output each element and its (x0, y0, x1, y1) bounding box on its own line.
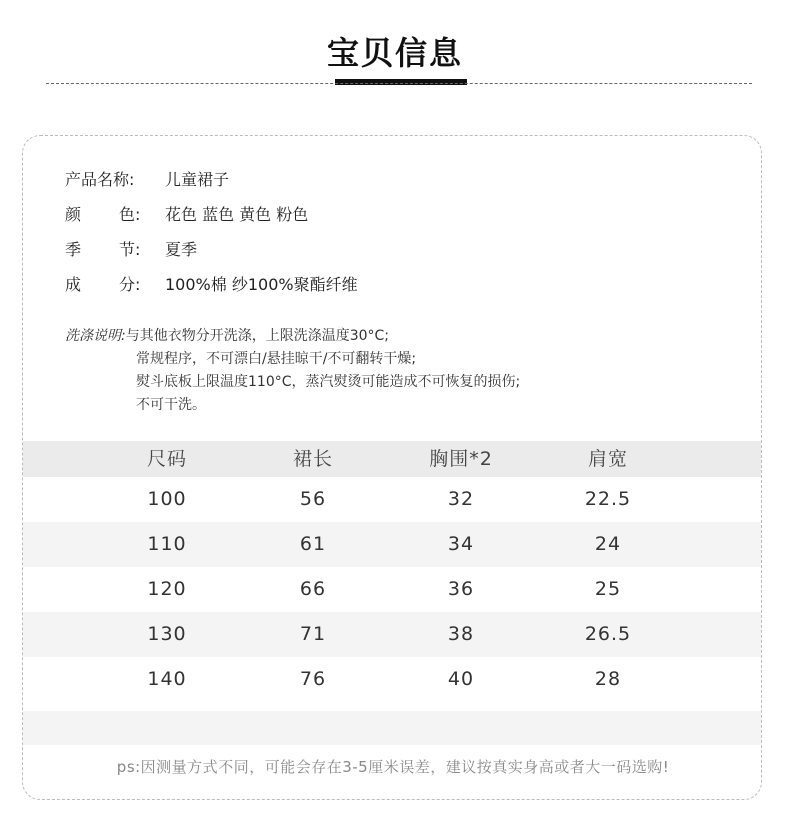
name-value: 儿童裙子 (165, 170, 230, 189)
cell-length: 66 (299, 578, 327, 600)
washing-label: 洗涤说明: (65, 328, 126, 344)
season-label-char2: 节: (119, 240, 141, 259)
page-title: 宝贝信息 (326, 34, 463, 72)
cell-shoulder: 22.5 (584, 488, 632, 510)
material-label-char1: 成 (65, 275, 82, 294)
blank-table-row (23, 711, 762, 745)
season-value: 夏季 (165, 240, 198, 259)
material-label-char2: 分: (119, 275, 141, 294)
header-chest: 胸围*2 (429, 448, 493, 470)
cell-length: 76 (299, 668, 327, 690)
color-label-char1: 颜 (65, 205, 82, 224)
info-card (22, 135, 762, 800)
washing-line-3: 熨斗底板上限温度110°C，蒸汽熨烫可能造成不可恢复的损伤; (136, 374, 521, 390)
table-row (23, 657, 762, 702)
cell-size: 110 (147, 533, 187, 555)
color-value: 花色 蓝色 黄色 粉色 (165, 205, 309, 224)
name-label: 产品名称: (65, 170, 135, 189)
size-table (23, 441, 762, 702)
cell-size: 130 (147, 623, 187, 645)
table-row (23, 477, 762, 522)
table-header-row (23, 441, 762, 477)
cell-chest: 38 (447, 623, 475, 645)
cell-shoulder: 26.5 (584, 623, 632, 645)
table-row (23, 522, 762, 567)
title-underline (335, 79, 467, 85)
washing-line-2: 常规程序，不可漂白/悬挂晾干/不可翻转干燥; (136, 351, 417, 367)
material-value: 100%棉 纱100%聚酯纤维 (165, 275, 358, 294)
cell-length: 71 (299, 623, 327, 645)
cell-chest: 36 (447, 578, 475, 600)
measurement-footnote: ps:因测量方式不同，可能会存在3-5厘米误差，建议按真实身高或者大一码选购! (116, 758, 670, 776)
header-shoulder: 肩宽 (587, 448, 628, 470)
cell-size: 120 (147, 578, 187, 600)
cell-shoulder: 24 (594, 533, 622, 555)
header-length: 裙长 (292, 448, 333, 470)
table-row (23, 567, 762, 612)
washing-line-4: 不可干洗。 (136, 397, 206, 413)
cell-shoulder: 28 (594, 668, 622, 690)
season-label-char1: 季 (65, 240, 82, 259)
cell-chest: 34 (447, 533, 475, 555)
header-size: 尺码 (146, 448, 187, 470)
cell-length: 61 (299, 533, 327, 555)
cell-shoulder: 25 (594, 578, 622, 600)
table-row (23, 612, 762, 657)
color-label-char2: 色: (119, 205, 141, 224)
cell-length: 56 (299, 488, 327, 510)
cell-size: 100 (147, 488, 187, 510)
washing-line-1: 与其他衣物分开洗涤，上限洗涤温度30°C; (125, 328, 390, 344)
title-divider (46, 83, 752, 84)
cell-size: 140 (147, 668, 187, 690)
cell-chest: 32 (447, 488, 475, 510)
cell-chest: 40 (447, 668, 475, 690)
washing-instructions (65, 325, 520, 417)
